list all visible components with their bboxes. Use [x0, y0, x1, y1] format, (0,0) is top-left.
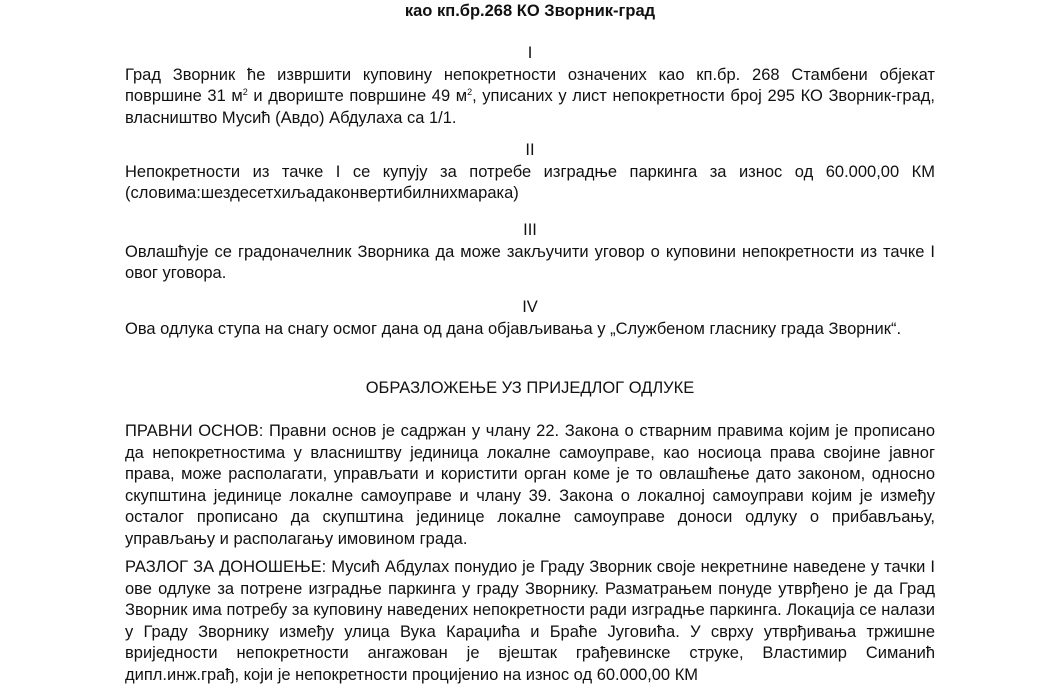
section-number: I	[527, 44, 533, 62]
reason-text: РАЗЛОГ ЗА ДОНОШЕЊЕ: Мусић Абдулах понудио је Граду Зворник своје некретнине наведене у тачки I ове одлуке за потрене изградње паркинга у граду Зворнику. Разматрањем понуде утврђено је да Град Зворник има потребу за куповину наведених непокретности ради изградње паркинга. Локација се налази у Граду Зворнику између улица Вука Караџића и Браће Југовића. У сврху утврђивања тржишне вриједности непокретности ангажован је вјештак грађевинске струке, Властимир Симанић дипл.инж.грађ, који је непокретности процијенио на износ од 60.000,00 КМ	[125, 558, 935, 684]
section-text: Град Зворник ће извршити куповину непокретности означених као кп.бр. 268 Стамбени објекат површине 31 $м^2$ и двориште површине 49 $м^2$, уписаних у лист непокретности број 295 КО Зворник-град, власништво Мусић (Авдо) Абдулаха са 1/1.	[125, 65, 935, 127]
section-number: II	[525, 141, 535, 159]
section-text: Непокретности из тачке I се купују за потребе изградње паркинга за износ од 60.000,00 КМ (словима:шездесетхиљадаконвертибилнихмарака)	[125, 162, 935, 202]
explanation-heading: ОБРАЗЛОЖЕЊЕ УЗ ПРИЈЕДЛОГ ОДЛУКЕ	[365, 379, 695, 397]
section-2	[125, 140, 935, 205]
legal-basis-text: ПРАВНИ ОСНОВ: Правни основ је садржан у члану 22. Закона о стварним правима којим је прописано да непокретностима у власништву јединица локалне самоуправе, као носиоца права својине јавног права, може располагати, управљати и користити орган коме је то овлашћење дато законом, односно скупштина јединице локалне самоуправе и члану 39. Закона о локалној самоуправи којим је између осталог прописано да скупштина јединице локалне самоуправе доноси одлуку о прибављању, управљању и располагању имовином града.	[125, 422, 935, 548]
section-3	[125, 220, 935, 285]
section-text: Овлашћује се градоначелник Зворника да може закључити уговор о куповини непокретности из тачке I овог уговора.	[125, 242, 935, 282]
section-number: III	[523, 221, 537, 239]
section-number: IV	[522, 298, 538, 316]
section-text: Ова одлука ступа на снагу осмог дана од дана објављивања у „Службеном гласнику града Зворник“.	[125, 319, 902, 338]
section-1	[125, 43, 935, 129]
document-title: као кп.бр.268 КО Зворник-град	[404, 2, 656, 20]
legal-basis-block	[125, 421, 935, 550]
reason-block	[125, 557, 935, 686]
explanation-heading-block	[125, 378, 935, 400]
section-4	[125, 297, 935, 340]
